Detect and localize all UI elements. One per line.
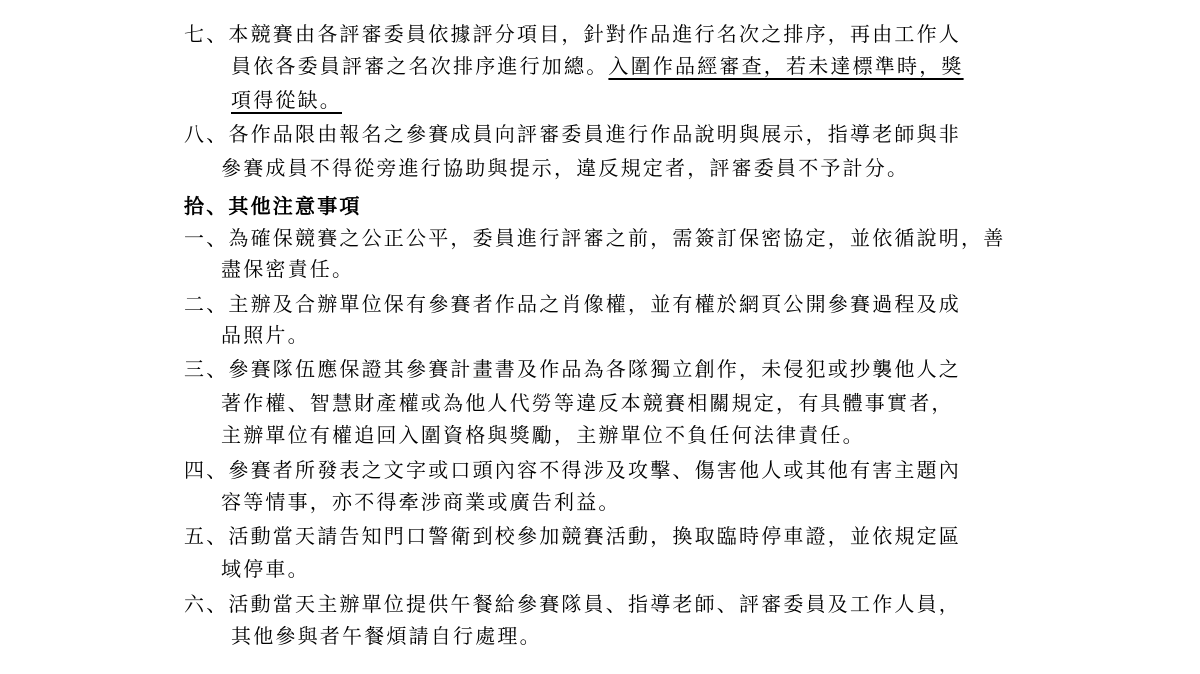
rule-seven-line-2 <box>231 50 964 82</box>
note-one-line-1: 一、為確保競賽之公正公平，委員進行評審之前，需簽訂保密協定，並依循說明，善 <box>184 226 1006 250</box>
note-two-line-1: 二、主辦及合辦單位保有參賽者作品之肖像權，並有權於網頁公開參賽過程及成 <box>184 292 961 316</box>
rule-seven-underlined-end: 項得從缺。 <box>231 88 342 112</box>
note-four-line-2: 容等情事，亦不得牽涉商業或廣告利益。 <box>221 490 621 514</box>
rule-seven-line-1: 七、本競賽由各評審委員依據評分項目，針對作品進行名次之排序，再由工作人 <box>184 22 961 46</box>
note-three-line-2: 著作權、智慧財產權或為他人代勞等違反本競賽相關規定，有具體事實者， <box>221 391 954 415</box>
rule-seven-line-3 <box>231 84 342 116</box>
note-four-line-1: 四、參賽者所發表之文字或口頭內容不得涉及攻擊、傷害他人或其他有害主題內 <box>184 458 961 482</box>
note-two-line-2: 品照片。 <box>221 323 310 347</box>
rule-seven-text: 員依各委員評審之名次排序進行加總。 <box>231 54 609 78</box>
section-heading: 拾、其他注意事項 <box>184 194 362 218</box>
rule-eight-line-2: 參賽成員不得從旁進行協助與提示，違反規定者，評審委員不予計分。 <box>221 156 910 180</box>
note-six-line-1: 六、活動當天主辦單位提供午餐給參賽隊員、指導老師、評審委員及工作人員， <box>184 592 961 616</box>
note-five-line-2: 域停車。 <box>221 557 310 581</box>
note-three-line-3: 主辦單位有權追回入圍資格與獎勵，主辦單位不負任何法律責任。 <box>221 423 865 447</box>
note-one-line-2: 盡保密責任。 <box>221 257 355 281</box>
note-five-line-1: 五、活動當天請告知門口警衛到校參加競賽活動，換取臨時停車證，並依規定區 <box>184 524 961 548</box>
note-three-line-1: 三、參賽隊伍應保證其參賽計畫書及作品為各隊獨立創作，未侵犯或抄襲他人之 <box>184 357 961 381</box>
note-six-line-2: 其他參與者午餐煩請自行處理。 <box>231 624 542 648</box>
rule-seven-underlined-text: 入圍作品經審查，若未達標準時，獎 <box>608 54 964 78</box>
rule-eight-line-1: 八、各作品限由報名之參賽成員向評審委員進行作品說明與展示，指導老師與非 <box>184 122 961 146</box>
